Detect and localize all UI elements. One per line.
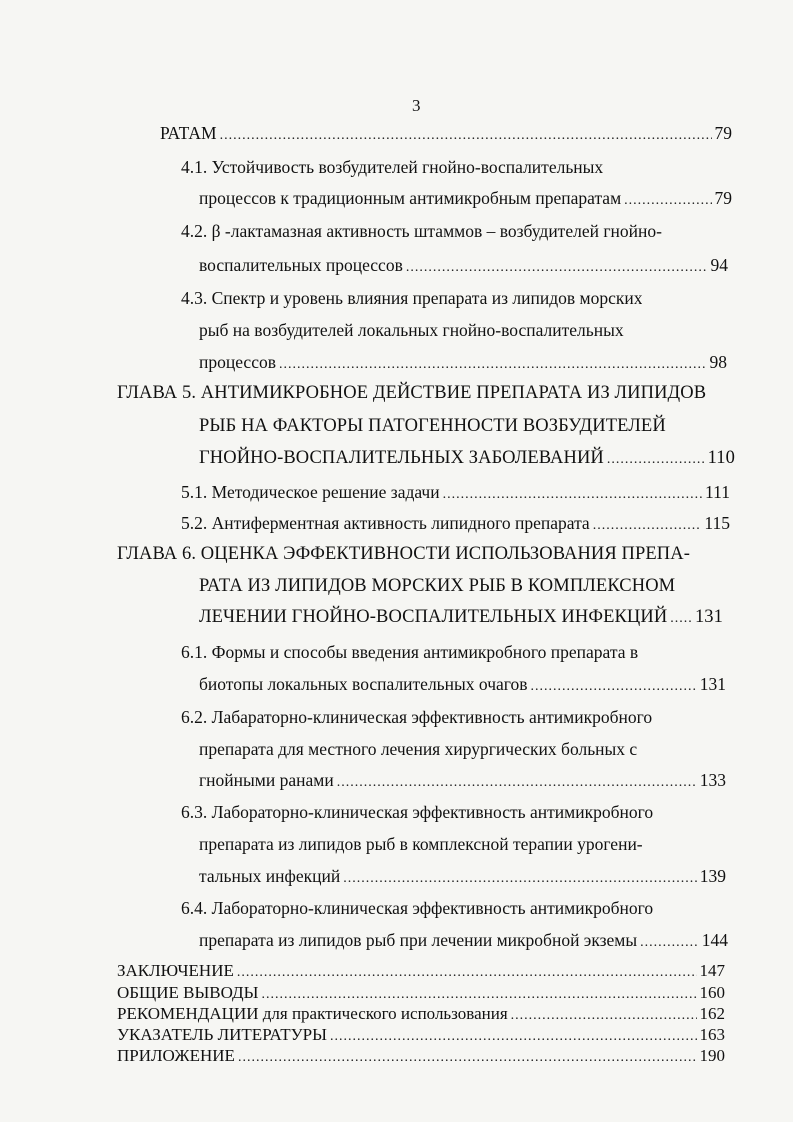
toc-entry bbox=[199, 672, 726, 696]
toc-dot-leader bbox=[593, 514, 702, 535]
toc-entry bbox=[181, 286, 642, 310]
toc-entry-title: ЗАКЛЮЧЕНИЕ bbox=[117, 961, 234, 980]
chapter-heading bbox=[199, 446, 735, 470]
toc-entry bbox=[181, 705, 652, 729]
toc-dot-leader bbox=[670, 607, 692, 629]
toc-dot-leader bbox=[238, 1047, 697, 1066]
toc-entry-page: 79 bbox=[714, 188, 732, 208]
toc-entry-title: ЛЕЧЕНИИ ГНОЙНО-ВОСПАЛИТЕЛЬНЫХ ИНФЕКЦИЙ bbox=[199, 607, 668, 627]
toc-dot-leader bbox=[406, 256, 708, 277]
toc-entry-page: 131 bbox=[694, 607, 723, 627]
toc-entry-page: 190 bbox=[699, 1046, 725, 1065]
toc-entry bbox=[117, 982, 725, 1003]
toc-entry-title: процессов bbox=[199, 352, 276, 372]
toc-entry-page: 79 bbox=[714, 123, 732, 143]
toc-entry bbox=[181, 219, 662, 243]
toc-entry-title: 6.3. Лабораторно-клиническая эффективность антимикробного bbox=[181, 802, 654, 822]
chapter-heading bbox=[199, 605, 723, 629]
toc-entry-page: 160 bbox=[699, 983, 725, 1002]
toc-entry-title: препарата из липидов рыб при лечении микробной экземы bbox=[199, 930, 638, 950]
toc-entry bbox=[199, 864, 726, 888]
toc-dot-leader bbox=[279, 353, 707, 374]
toc-entry-title: препарата из липидов рыб в комплексной терапии урогени- bbox=[199, 834, 643, 854]
toc-entry-title: 6.1. Формы и способы введения антимикробного препарата в bbox=[181, 642, 639, 662]
toc-entry-title: рыб на возбудителей локальных гнойно-воспалительных bbox=[199, 320, 624, 340]
toc-entry-page: 133 bbox=[699, 770, 726, 790]
toc-entry-title: 5.1. Методическое решение задачи bbox=[181, 482, 440, 502]
toc-entry-page: 110 bbox=[707, 448, 735, 468]
toc-entry-title: РАТАМ bbox=[160, 123, 217, 143]
toc-entry-page: 94 bbox=[710, 255, 728, 275]
toc-entry bbox=[181, 640, 638, 664]
chapter-heading bbox=[199, 574, 675, 598]
toc-entry bbox=[181, 480, 730, 504]
toc-entry bbox=[199, 832, 643, 856]
toc-entry bbox=[117, 1045, 725, 1066]
toc-entry bbox=[181, 511, 730, 535]
toc-entry-page: 131 bbox=[699, 674, 726, 694]
toc-entry bbox=[199, 186, 732, 210]
toc-entry-title: ПРИЛОЖЕНИЕ bbox=[117, 1046, 235, 1065]
toc-entry bbox=[181, 896, 653, 920]
toc-entry-title: 4.1. Устойчивость возбудителей гнойно-воспалительных bbox=[181, 157, 604, 177]
toc-entry-title: РЫБ НА ФАКТОРЫ ПАТОГЕННОСТИ ВОЗБУДИТЕЛЕЙ bbox=[199, 416, 666, 436]
toc-dot-leader bbox=[607, 448, 705, 470]
toc-dot-leader bbox=[640, 931, 699, 952]
toc-entry-title: процессов к традиционным антимикробным препаратам bbox=[199, 188, 622, 208]
toc-dot-leader bbox=[330, 1026, 697, 1045]
toc-entry-title: 4.2. β -лактамазная активность штаммов – возбудителей гнойно- bbox=[181, 221, 662, 241]
toc-entry-page: 111 bbox=[705, 482, 730, 502]
toc-entry-page: 115 bbox=[704, 513, 730, 533]
toc-entry bbox=[117, 1003, 725, 1024]
toc-entry bbox=[117, 960, 725, 981]
chapter-heading bbox=[117, 542, 690, 566]
toc-entry-title: УКАЗАТЕЛЬ ЛИТЕРАТУРЫ bbox=[117, 1025, 327, 1044]
toc-dot-leader bbox=[511, 1005, 697, 1024]
toc-entry-title: ГЛАВА 5. АНТИМИКРОБНОЕ ДЕЙСТВИЕ ПРЕПАРАТА ИЗ ЛИПИДОВ bbox=[117, 383, 707, 403]
page-number: 3 bbox=[412, 96, 421, 115]
toc-entry-title: тальных инфекций bbox=[199, 866, 341, 886]
toc-dot-leader bbox=[443, 483, 702, 504]
toc-entry-title: гнойными ранами bbox=[199, 770, 334, 790]
toc-entry-title: препарата для местного лечения хирургических больных с bbox=[199, 739, 638, 759]
toc-entry-title: ОБЩИЕ ВЫВОДЫ bbox=[117, 983, 259, 1002]
toc-entry bbox=[199, 768, 726, 792]
toc-dot-leader bbox=[220, 124, 712, 145]
toc-entry bbox=[199, 928, 728, 952]
toc-entry-page: 98 bbox=[709, 352, 727, 372]
toc-entry-page: 144 bbox=[701, 930, 728, 950]
toc-entry-page: 139 bbox=[699, 866, 726, 886]
toc-entry-page: 162 bbox=[699, 1004, 725, 1023]
toc-entry-page: 147 bbox=[699, 961, 725, 980]
toc-entry-title: 4.3. Спектр и уровень влияния препарата из липидов морских bbox=[181, 288, 643, 308]
toc-dot-leader bbox=[237, 962, 697, 981]
toc-entry-title: РЕКОМЕНДАЦИИ для практического использования bbox=[117, 1004, 508, 1023]
toc-entry bbox=[160, 121, 732, 145]
toc-entry-title: РАТА ИЗ ЛИПИДОВ МОРСКИХ РЫБ В КОМПЛЕКСНОМ bbox=[199, 576, 676, 596]
toc-entry bbox=[181, 155, 603, 179]
toc-entry-title: ГЛАВА 6. ОЦЕНКА ЭФФЕКТИВНОСТИ ИСПОЛЬЗОВАНИЯ ПРЕПА- bbox=[117, 544, 690, 564]
toc-entry-title: 6.2. Лабараторно-клиническая эффективность антимикробного bbox=[181, 707, 653, 727]
toc-dot-leader bbox=[531, 675, 697, 696]
toc-dot-leader bbox=[261, 984, 696, 1003]
toc-entry bbox=[181, 800, 653, 824]
toc-entry bbox=[199, 350, 727, 374]
toc-entry-title: биотопы локальных воспалительных очагов bbox=[199, 674, 528, 694]
chapter-heading bbox=[199, 414, 666, 438]
toc-dot-leader bbox=[624, 189, 711, 210]
toc-entry-title: ГНОЙНО-ВОСПАЛИТЕЛЬНЫХ ЗАБОЛЕВАНИЙ bbox=[199, 448, 604, 468]
toc-entry-title: 5.2. Антиферментная активность липидного препарата bbox=[181, 513, 590, 533]
toc-entry bbox=[199, 253, 728, 277]
toc-entry-title: 6.4. Лабораторно-клиническая эффективность антимикробного bbox=[181, 898, 654, 918]
toc-entry bbox=[199, 318, 624, 342]
toc-dot-leader bbox=[343, 867, 697, 888]
toc-entry-page: 163 bbox=[699, 1025, 725, 1044]
toc-entry-title: воспалительных процессов bbox=[199, 255, 403, 275]
toc-entry bbox=[199, 737, 637, 761]
chapter-heading bbox=[117, 381, 706, 405]
toc-dot-leader bbox=[337, 771, 697, 792]
toc-entry bbox=[117, 1024, 725, 1045]
